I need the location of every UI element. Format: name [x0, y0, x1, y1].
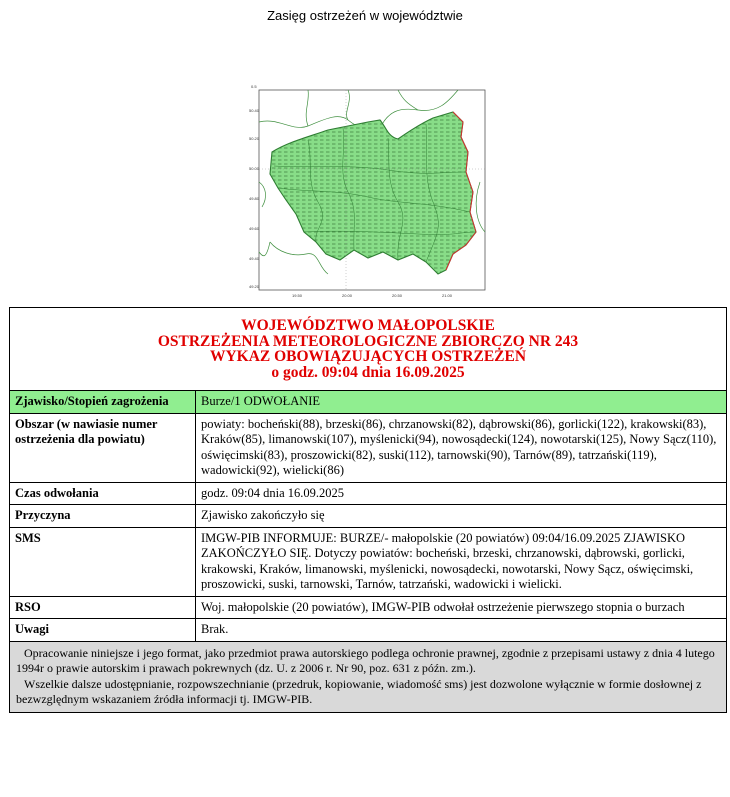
distribution-text: Wszelkie dalsze udostępnianie, rozpowszechnianie (przedruk, kopiowanie, wiadomość sms) jest dozwolone wyłącznie w formie dosłownej z bezwzględnym wskazaniem źródła informacji tj. IMGW-PIB. — [16, 676, 702, 706]
copyright-text: Opracowanie niniejsze i jego format, jako przedmiot prawa autorskiego podlega ochronie prawnej, zgodnie z przepisami ustawy z dnia 4 lutego 1994r o prawie autorskim i prawach pokrewnych (dz. U. z 2006 r. Nr 90, poz. 631 z późn. zm.). — [16, 645, 715, 675]
row-rso — [10, 596, 727, 619]
lat-tick: 50.20 — [249, 136, 260, 141]
row-label: Uwagi — [10, 619, 196, 642]
row-label: Obszar (w nawiasie numer ostrzeżenia dla powiatu) — [10, 413, 196, 482]
warning-map — [248, 82, 488, 298]
warning-table — [9, 307, 727, 713]
lon-tick: 19.50 — [292, 293, 303, 298]
row-value: Woj. małopolskie (20 powiatów), IMGW-PIB odwołał ostrzeżenie pierwszego stopnia o burzach — [196, 596, 727, 619]
lat-tick: 49.40 — [249, 256, 260, 261]
header-time: o godz. 09:04 dnia 16.09.2025 — [271, 363, 465, 381]
row-label: RSO — [10, 596, 196, 619]
copyright-footer — [10, 641, 727, 712]
map-corner-label: 0.5 — [251, 84, 257, 89]
header-region: WOJEWÓDZTWO MAŁOPOLSKIE — [241, 317, 495, 334]
row-value: Zjawisko zakończyło się — [196, 505, 727, 528]
row-value: powiaty: bocheński(88), brzeski(86), chrzanowski(82), dąbrowski(86), gorlicki(122), krakowski(83), Kraków(85), limanowski(107), myślenicki(94), nowosądecki(124), nowotarski(125), Nowy Sącz(110), oświęcimski(83), proszowicki(82), suski(112), tarnowski(90), Tarnów(89), tatrzański(119), wadowicki(92), wielicki(86) — [196, 413, 727, 482]
row-value: Burze/1 ODWOŁANIE — [196, 391, 727, 414]
lat-tick: 49.80 — [249, 196, 260, 201]
row-value: godz. 09:04 dnia 16.09.2025 — [196, 482, 727, 505]
lon-tick: 20.50 — [392, 293, 403, 298]
lon-tick: 21.00 — [442, 293, 453, 298]
row-sms — [10, 527, 727, 596]
header-bulletin: OSTRZEŻENIA METEOROLOGICZNE ZBIORCZO NR 243 — [157, 332, 579, 350]
page-title: Zasięg ostrzeżeń w województwie — [267, 8, 463, 23]
row-value: Brak. — [196, 619, 727, 642]
row-area — [10, 413, 727, 482]
row-value: IMGW-PIB INFORMUJE: BURZE/- małopolskie (20 powiatów) 09:04/16.09.2025 ZJAWISKO ZAKOŃCZYŁO SIĘ. Dotyczy powiatów: bocheński, brzeski, chrzanowski, dąbrowski, gorlicki, krakowski, Kraków, limanowski, myślenicki, nowosądecki, nowotarski, Nowy Sącz, oświęcimski, proszowicki, suski, tarnowski, Tarnów, tatrzański, wadowicki i wielicki. — [196, 527, 727, 596]
row-cancel-time — [10, 482, 727, 505]
row-label: Zjawisko/Stopień zagrożenia — [10, 391, 196, 414]
row-label: Czas odwołania — [10, 482, 196, 505]
lat-tick: 50.00 — [249, 166, 260, 171]
row-phenomenon — [10, 391, 727, 414]
warning-header — [10, 308, 727, 391]
row-reason — [10, 505, 727, 528]
row-notes — [10, 619, 727, 642]
header-list: WYKAZ OBOWIĄZUJĄCYCH OSTRZEŻEŃ — [209, 348, 527, 365]
lat-tick: 49.60 — [249, 226, 260, 231]
row-label: SMS — [10, 527, 196, 596]
lat-tick: 50.40 — [249, 108, 260, 113]
row-label: Przyczyna — [10, 505, 196, 528]
lat-tick: 49.20 — [249, 284, 260, 289]
lon-tick: 20.00 — [342, 293, 353, 298]
